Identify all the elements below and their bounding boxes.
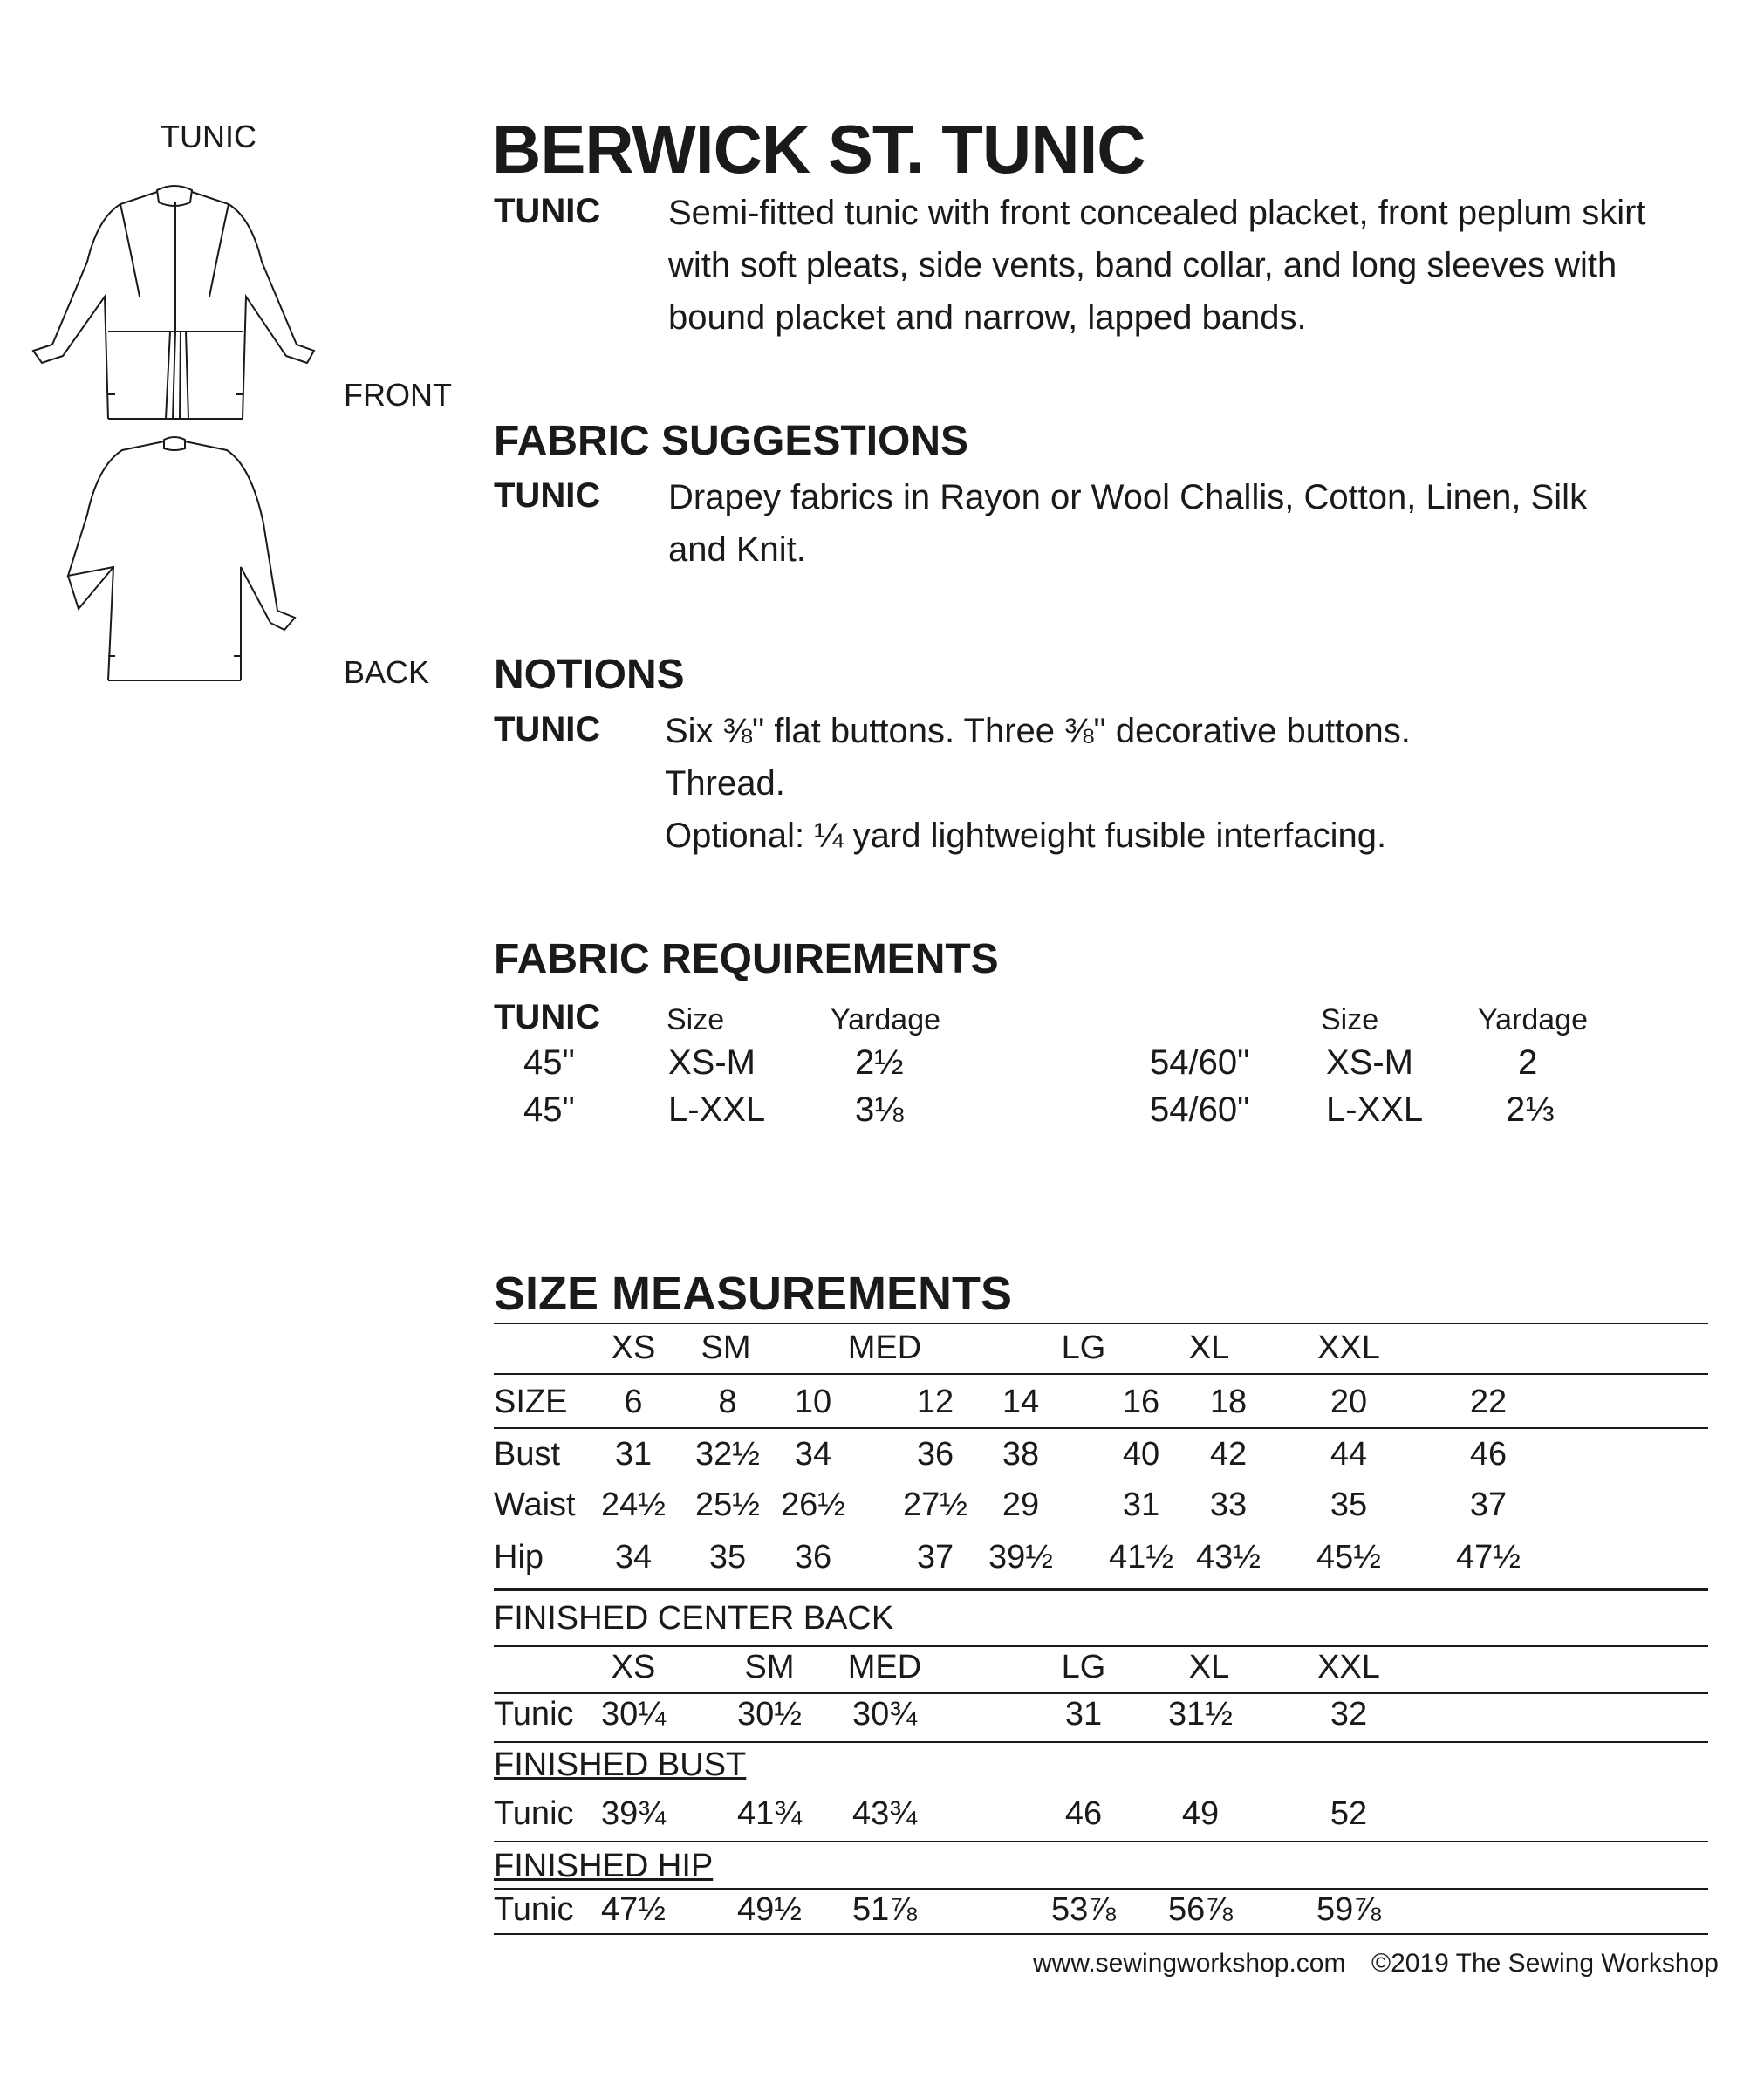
- table-cell: 49½: [737, 1891, 802, 1928]
- table-cell: 20: [1330, 1384, 1368, 1420]
- finished-hip-heading: FINISHED HIP: [494, 1848, 714, 1884]
- fabric-requirements-tag: TUNIC: [494, 998, 601, 1036]
- group-label: MED: [847, 1330, 922, 1366]
- divider: [494, 1692, 1708, 1694]
- table-cell: 37: [916, 1539, 954, 1576]
- table-cell: 36: [794, 1539, 832, 1576]
- size-header-left: Size: [667, 1003, 725, 1036]
- description-text: [668, 187, 1715, 344]
- table-cell: 46: [1469, 1436, 1508, 1473]
- table-cell: 56⅞: [1168, 1891, 1233, 1928]
- table-cell: 44: [1330, 1436, 1368, 1473]
- group-label: XL: [1188, 1649, 1230, 1685]
- divider: [494, 1427, 1708, 1429]
- table-cell: 36: [916, 1436, 954, 1473]
- table-cell: 42: [1209, 1436, 1248, 1473]
- fabric-suggestions-line: and Knit.: [668, 530, 806, 569]
- group-label: LG: [1061, 1649, 1106, 1685]
- req-yardage: 2: [1518, 1043, 1538, 1082]
- yardage-header-left: Yardage: [831, 1003, 941, 1036]
- divider: [494, 1841, 1708, 1842]
- req-width: 54/60": [1150, 1043, 1250, 1082]
- table-cell: 8: [718, 1384, 737, 1420]
- tunic-illustration-label: TUNIC: [161, 119, 256, 154]
- finished-center-back-heading: FINISHED CENTER BACK: [494, 1600, 894, 1637]
- page-title: BERWICK ST. TUNIC: [492, 111, 1145, 188]
- notions-text: [665, 705, 1712, 862]
- fabric-suggestions-line: Drapey fabrics in Rayon or Wool Challis, Cotton, Linen, Silk: [668, 478, 1588, 516]
- group-label: XL: [1188, 1330, 1230, 1366]
- req-width: 45": [523, 1043, 575, 1082]
- table-cell: 52: [1330, 1795, 1368, 1832]
- req-yardage: 3⅛: [855, 1090, 904, 1129]
- table-cell: 12: [916, 1384, 954, 1420]
- req-size: XS-M: [668, 1043, 756, 1082]
- footer-url: www.sewingworkshop.com: [1033, 1949, 1346, 1978]
- notions-line: Six ⅜" flat buttons. Three ⅜" decorative buttons.: [665, 712, 1411, 750]
- table-cell: 59⅞: [1316, 1891, 1381, 1928]
- table-cell: 45½: [1316, 1539, 1381, 1576]
- footer-copyright: ©2019 The Sewing Workshop: [1371, 1949, 1719, 1978]
- table-cell: 29: [1002, 1487, 1040, 1523]
- table-cell: 35: [708, 1539, 747, 1576]
- table-row: [494, 1539, 1708, 1577]
- group-label: SM: [701, 1330, 751, 1366]
- table-cell: 35: [1330, 1487, 1368, 1523]
- back-view-label: BACK: [344, 654, 430, 690]
- size-measurements-heading: SIZE MEASUREMENTS: [494, 1268, 1013, 1320]
- table-cell: 16: [1122, 1384, 1160, 1420]
- divider: [494, 1373, 1708, 1375]
- row-label: Waist: [494, 1487, 576, 1523]
- fabric-suggestions-heading: FABRIC SUGGESTIONS: [494, 418, 969, 464]
- table-cell: 22: [1469, 1384, 1508, 1420]
- row-label: Bust: [494, 1436, 561, 1473]
- table-cell: 18: [1209, 1384, 1248, 1420]
- tunic-front-drawing: [33, 186, 314, 419]
- table-cell: 33: [1209, 1487, 1248, 1523]
- table-cell: 26½: [781, 1487, 845, 1523]
- table-cell: 30¾: [852, 1696, 917, 1733]
- divider: [494, 1323, 1708, 1324]
- table-cell: 25½: [695, 1487, 760, 1523]
- table-cell: 53⅞: [1051, 1891, 1116, 1928]
- group-label: MED: [847, 1649, 922, 1685]
- req-width: 45": [523, 1090, 575, 1129]
- group-label: SM: [744, 1649, 795, 1685]
- table-cell: 39¾: [601, 1795, 666, 1832]
- divider: [494, 1741, 1708, 1743]
- table-cell: 41¾: [737, 1795, 802, 1832]
- tunic-back-drawing: [68, 437, 295, 680]
- table-cell: 31: [614, 1436, 653, 1473]
- req-yardage: 2½: [855, 1043, 904, 1082]
- table-cell: 32: [1330, 1696, 1368, 1733]
- table-cell: 39½: [988, 1539, 1053, 1576]
- table-cell: 24½: [601, 1487, 666, 1523]
- table-cell: 10: [794, 1384, 832, 1420]
- notions-tag: TUNIC: [494, 710, 601, 748]
- table-cell: 43½: [1196, 1539, 1261, 1576]
- tunic-line-drawing: [17, 166, 340, 707]
- table-cell: 34: [614, 1539, 653, 1576]
- table-cell: 47½: [1456, 1539, 1521, 1576]
- table-row: [494, 1487, 1708, 1525]
- table-row: [494, 1384, 1708, 1422]
- notions-line: Thread.: [665, 764, 785, 803]
- description-line: Semi-fitted tunic with front concealed placket, front peplum skirt: [668, 194, 1646, 232]
- table-cell: 31½: [1168, 1696, 1233, 1733]
- table-cell: 49: [1181, 1795, 1220, 1832]
- fabric-suggestions-tag: TUNIC: [494, 476, 601, 515]
- table-cell: 51⅞: [852, 1891, 917, 1928]
- table-cell: 27½: [903, 1487, 967, 1523]
- table-cell: 31: [1122, 1487, 1160, 1523]
- finished-center-back-groups: [494, 1649, 1708, 1687]
- table-cell: 34: [794, 1436, 832, 1473]
- notions-heading: NOTIONS: [494, 652, 685, 698]
- req-size: L-XXL: [668, 1090, 766, 1129]
- size-group-header: [494, 1330, 1708, 1368]
- table-row: [494, 1696, 1708, 1734]
- table-cell: 40: [1122, 1436, 1160, 1473]
- table-cell: 38: [1002, 1436, 1040, 1473]
- table-cell: 30¼: [601, 1696, 666, 1733]
- table-row: [494, 1795, 1708, 1834]
- table-cell: 30½: [737, 1696, 802, 1733]
- divider: [494, 1888, 1708, 1890]
- front-view-label: FRONT: [344, 377, 452, 413]
- table-cell: 6: [624, 1384, 643, 1420]
- row-label: SIZE: [494, 1384, 568, 1420]
- group-label: XS: [611, 1330, 656, 1366]
- finished-bust-heading: FINISHED BUST: [494, 1746, 747, 1783]
- notions-line: Optional: ¼ yard lightweight fusible interfacing.: [665, 817, 1387, 855]
- divider: [494, 1933, 1708, 1935]
- fabric-suggestions-text: [668, 471, 1715, 576]
- description-tag: TUNIC: [494, 192, 601, 230]
- req-width: 54/60": [1150, 1090, 1250, 1129]
- divider: [494, 1645, 1708, 1647]
- group-label: XXL: [1317, 1649, 1380, 1685]
- yardage-header-right: Yardage: [1478, 1003, 1589, 1036]
- description-line: bound placket and narrow, lapped bands.: [668, 298, 1307, 337]
- table-cell: 37: [1469, 1487, 1508, 1523]
- row-label: Hip: [494, 1539, 544, 1576]
- description-line: with soft pleats, side vents, band collar, and long sleeves with: [668, 246, 1617, 284]
- row-label: Tunic: [494, 1891, 574, 1928]
- group-label: LG: [1061, 1330, 1106, 1366]
- table-cell: 46: [1064, 1795, 1103, 1832]
- table-cell: 43¾: [852, 1795, 917, 1832]
- fabric-requirements-heading: FABRIC REQUIREMENTS: [494, 936, 999, 982]
- table-cell: 31: [1064, 1696, 1103, 1733]
- table-cell: 14: [1002, 1384, 1040, 1420]
- row-label: Tunic: [494, 1795, 574, 1832]
- table-cell: 47½: [601, 1891, 666, 1928]
- req-size: XS-M: [1326, 1043, 1413, 1082]
- req-yardage: 2⅓: [1506, 1090, 1555, 1129]
- size-header-right: Size: [1321, 1003, 1379, 1036]
- group-label: XXL: [1317, 1330, 1380, 1366]
- table-cell: 32½: [695, 1436, 760, 1473]
- row-label: Tunic: [494, 1696, 574, 1733]
- group-label: XS: [611, 1649, 656, 1685]
- table-cell: 41½: [1109, 1539, 1173, 1576]
- table-row: [494, 1891, 1708, 1930]
- req-size: L-XXL: [1326, 1090, 1424, 1129]
- divider: [494, 1588, 1708, 1591]
- table-row: [494, 1436, 1708, 1474]
